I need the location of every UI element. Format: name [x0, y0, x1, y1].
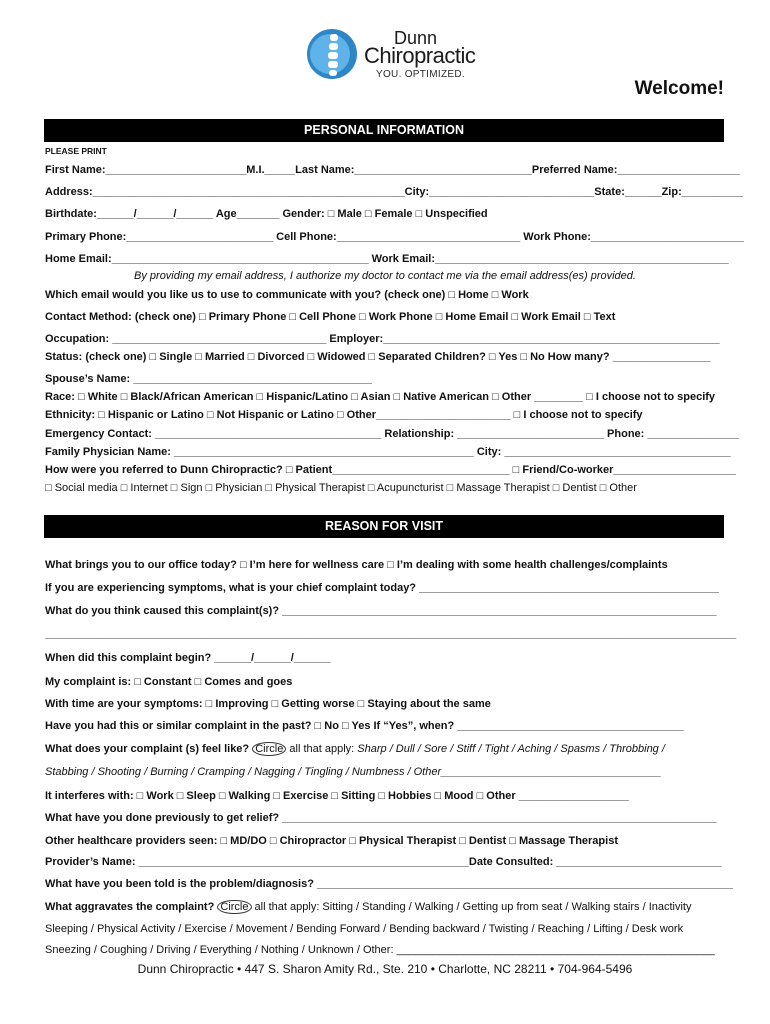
occupation-line[interactable]: Occupation: ___________________________________ Employer:_______________________________________________________	[45, 333, 720, 345]
logo-line1: Dunn	[394, 28, 438, 48]
complaint-begin-line[interactable]: When did this complaint begin? ______/______/______	[45, 652, 331, 664]
aggravates-options[interactable]: all that apply: Sitting / Standing / Walking / Getting up from seat / Walking stairs / Inactivity	[251, 901, 692, 913]
spouse-line[interactable]: Spouse’s Name: _______________________________________	[45, 373, 372, 385]
emergency-contact-line[interactable]: Emergency Contact: _____________________________________ Relationship: ________________________ Phone: _______________	[45, 428, 740, 440]
logo-line2: Chiropractic	[364, 43, 476, 68]
complaint-feel-line[interactable]	[45, 742, 725, 756]
contact-method-line[interactable]: Contact Method: (check one) □ Primary Phone □ Cell Phone □ Work Phone □ Home Email □ Work Email □ Text	[45, 311, 616, 323]
other-providers-line[interactable]: Other healthcare providers seen: □ MD/DO □ Chiropractor □ Physical Therapist □ Dentist □ Massage Therapist	[45, 835, 618, 847]
family-physician-line[interactable]: Family Physician Name: _________________________________________________ City: _____________________________________	[45, 446, 731, 458]
interferes-line[interactable]: It interferes with: □ Work □ Sleep □ Walking □ Exercise □ Sitting □ Hobbies □ Mood □ Other __________________	[45, 790, 629, 802]
birthdate-line[interactable]: Birthdate:______/______/______ Age_______ Gender: □ Male □ Female □ Unspecified	[45, 208, 488, 220]
chief-complaint-line[interactable]: If you are experiencing symptoms, what is your chief complaint today? _________________________________________________	[45, 582, 719, 594]
complaint-feel-options-continued[interactable]: Stabbing / Shooting / Burning / Cramping / Nagging / Tingling / Numbness / Other____________________________________	[45, 766, 662, 778]
aggravates-options-end[interactable]: Sneezing / Coughing / Driving / Everything / Nothing / Unknown / Other: ____________________________________________________	[45, 944, 715, 956]
personal-info-header: PERSONAL INFORMATION	[44, 119, 724, 142]
status-line[interactable]: Status: (check one) □ Single □ Married □ Divorced □ Widowed □ Separated Children? □ Yes □ No How many? ________________	[45, 351, 711, 363]
circle-word: Circle	[252, 742, 286, 756]
complaint-cause-line[interactable]: What do you think caused this complaint(s)? _______________________________________________________________________	[45, 605, 717, 617]
complaint-feel-label: What does your complaint (s) feel like?	[45, 743, 250, 755]
reason-visit-header: REASON FOR VISIT	[44, 515, 724, 538]
symptom-trend-line[interactable]: With time are your symptoms: □ Improving □ Getting worse □ Staying about the same	[45, 698, 491, 710]
complaint-type-line[interactable]: My complaint is: □ Constant □ Comes and goes	[45, 676, 293, 688]
referral-line[interactable]: How were you referred to Dunn Chiropractic? □ Patient_____________________________ □ Friend/Co-worker____________________	[45, 464, 736, 476]
name-line[interactable]: First Name:_______________________M.I._____Last Name:_____________________________Preferred Name:____________________	[45, 164, 740, 176]
email-consent-text: By providing my email address, I authorize my doctor to contact me via the email address(es) provided.	[134, 270, 636, 282]
referral-options-line[interactable]: □ Social media □ Internet □ Sign □ Physician □ Physical Therapist □ Acupuncturist □ Massage Therapist □ Dentist □ Other	[45, 482, 637, 494]
relief-line[interactable]: What have you done previously to get relief? _______________________________________________________________________	[45, 812, 717, 824]
aggravates-line[interactable]	[45, 900, 725, 914]
past-complaint-line[interactable]: Have you had this or similar complaint in the past? □ No □ Yes If “Yes”, when? _____________________________________	[45, 720, 684, 732]
office-reason-line[interactable]: What brings you to our office today? □ I’m here for wellness care □ I’m dealing with some health challenges/complaints	[45, 559, 668, 571]
please-print-note: PLEASE PRINT	[45, 146, 107, 156]
phone-line[interactable]: Primary Phone:________________________ Cell Phone:______________________________ Work Phone:_________________________	[45, 231, 744, 243]
logo-tagline: YOU. OPTIMIZED.	[376, 69, 465, 80]
welcome-heading: Welcome!	[634, 78, 724, 99]
race-line[interactable]: Race: □ White □ Black/African American □ Hispanic/Latino □ Asian □ Native American □ Other ________ □ I choose not to specify	[45, 391, 716, 403]
feel-instruction: all that apply:	[286, 743, 358, 755]
email-line[interactable]: Home Email:__________________________________________ Work Email:________________________________________________	[45, 253, 729, 265]
address-line[interactable]: Address:___________________________________________________City:___________________________State:______Zip:__________	[45, 186, 743, 198]
diagnosis-line[interactable]: What have you been told is the problem/diagnosis? ____________________________________________________________________	[45, 878, 733, 890]
feel-options[interactable]: Sharp / Dull / Sore / Stiff / Tight / Aching / Spasms / Throbbing /	[357, 743, 665, 755]
aggravates-options-continued[interactable]: Sleeping / Physical Activity / Exercise / Movement / Bending Forward / Bending backward / Twisting / Reaching / Lifting / Desk work	[45, 923, 684, 935]
clinic-logo	[306, 26, 476, 86]
provider-name-line[interactable]: Provider’s Name: ______________________________________________________Date Consulted: ___________________________	[45, 856, 722, 868]
ethnicity-line[interactable]: Ethnicity: □ Hispanic or Latino □ Not Hispanic or Latino □ Other______________________ □ I choose not to specify	[45, 409, 643, 421]
spine-logo-icon	[306, 26, 358, 82]
circle-word: Circle	[217, 900, 251, 914]
email-preference-line[interactable]: Which email would you like us to use to communicate with you? (check one) □ Home □ Work	[45, 289, 529, 301]
footer-address: Dunn Chiropractic • 447 S. Sharon Amity Rd., Ste. 210 • Charlotte, NC 28211 • 704-964-5496	[137, 962, 633, 976]
complaint-cause-continued[interactable]: _________________________________________________________________________________________________________________	[45, 628, 737, 640]
aggravates-label: What aggravates the complaint?	[45, 901, 215, 913]
